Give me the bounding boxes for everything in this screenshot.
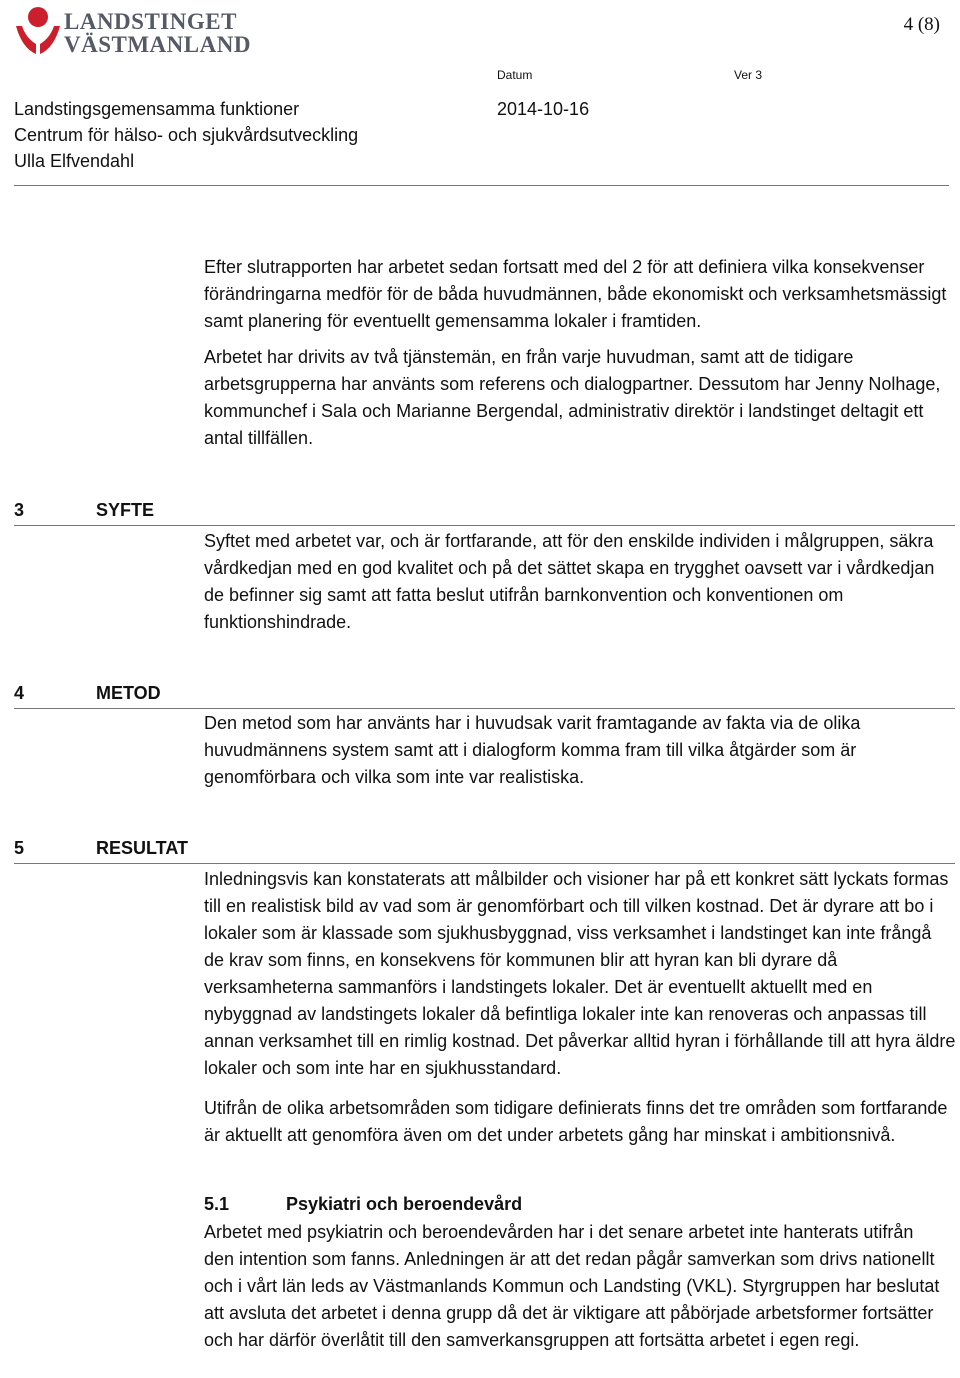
subsection-paragraph: Arbetet med psykiatrin och beroendevården har i det senare arbetet inte hanterats utifrån den intention som fanns. Anledningen är att det redan pågår samverkan som drivs nationellt och i vårt län leds av Västmanlands Kommun och Landsting (VKL). Styrgruppen har beslutat att avsluta det arbetet i denna grupp då det är viktigare att påbörjade arbetsformer fortsätter och har därför överlåtit till den samverkansgruppen att fortsätta arbetet i egen regi. xyxy=(204,1222,940,1350)
header-rule xyxy=(14,185,949,186)
intro-paragraph-1: Efter slutrapporten har arbetet sedan fortsatt med del 2 för att definiera vilka konsekvenser förändringarna medför för de båda huvudmännen, både ekonomiskt och verksamhetsmässigt samt planering för eventuellt gemensamma lokaler i framtiden. xyxy=(204,257,947,331)
section-3-number: 3 xyxy=(14,500,25,520)
landstinget-logo xyxy=(12,4,251,60)
page-number: 4 (8) xyxy=(903,14,940,35)
section-4-rule xyxy=(14,708,955,709)
author-line: Ulla Elfvendahl xyxy=(14,151,135,171)
document-date: 2014-10-16 xyxy=(497,99,590,119)
department-line: Landstingsgemensamma funktioner xyxy=(14,99,300,119)
unit-line: Centrum för hälso- och sjukvårdsutveckling xyxy=(14,125,359,145)
logo-mark-icon xyxy=(12,4,64,56)
section-5-paragraph-1: Inledningsvis kan konstaterats att målbilder och visioner har på ett konkret sätt lyckats formas till en realistisk bild av vad som är genomförbart och till vilken kostnad. Det är dyrare att bo i lokaler som är klassade som sjukhusbyggnad, viss verksamhet i landstinget kan inte frångå de krav som finns, en konsekvens för kommunen blir att hyran kan bli dyrare då verksamheterna sammanförs i landstingets lokaler. Det är eventuellt aktuellt med en nybyggnad av landstingets lokaler då befintliga lokaler inte kan renoveras och anpassas till annan verksamhet till en rimlig kostnad. Det påverkar alltid hyran i förhållande till att hyra äldre lokaler och som inte har en sjukhusstandard. xyxy=(204,869,956,1078)
subsection-number: 5.1 xyxy=(204,1194,230,1214)
subsection-body xyxy=(204,1219,944,1354)
section-3-paragraph: Syftet med arbetet var, och är fortfarande, att för den enskilde individen i målgruppen, säkra vårdkedjan med en god kvalitet och på det sättet skapa en trygghet oavsett var i vårdkedjan de befinner sig samt att fatta beslut utifrån barnkonvention och konventionen om funktionshindrade. xyxy=(204,531,935,632)
version-label: Ver 3 xyxy=(734,68,763,82)
logo-line1: LANDSTINGET xyxy=(64,9,237,34)
section-4-body xyxy=(204,710,944,791)
section-3-title: SYFTE xyxy=(96,500,155,520)
logo-line2: VÄSTMANLAND xyxy=(64,32,251,57)
intro xyxy=(204,254,954,452)
datum-label: Datum xyxy=(497,68,533,82)
section-3-rule xyxy=(14,525,955,526)
section-5-body xyxy=(204,866,956,1149)
section-5-rule xyxy=(14,863,955,864)
section-3-body xyxy=(204,528,956,636)
section-5-title: RESULTAT xyxy=(96,838,188,858)
intro-paragraph-2: Arbetet har drivits av två tjänstemän, en från varje huvudman, samt att de tidigare arbetsgrupperna har använts som referens och dialogpartner. Dessutom har Jenny Nolhage, kommunchef i Sala och Marianne Bergendal, administrativ direktör i landstinget deltagit ett antal tillfällen. xyxy=(204,347,941,448)
subsection-title: Psykiatri och beroendevård xyxy=(286,1194,523,1214)
section-5-number: 5 xyxy=(14,838,25,858)
section-4-number: 4 xyxy=(14,683,25,703)
section-4-title: METOD xyxy=(96,683,161,703)
section-5-paragraph-2: Utifrån de olika arbetsområden som tidigare definierats finns det tre områden som fortfarande är aktuellt att genomföra även om det under arbetets gång har minskat i ambitionsnivå. xyxy=(204,1098,948,1145)
section-4-paragraph: Den metod som har använts har i huvudsak varit framtagande av fakta via de olika huvudmännens system samt att i dialogform komma fram till vilka åtgärder som är genomförbara och vilka som inte var realistiska. xyxy=(204,713,861,787)
